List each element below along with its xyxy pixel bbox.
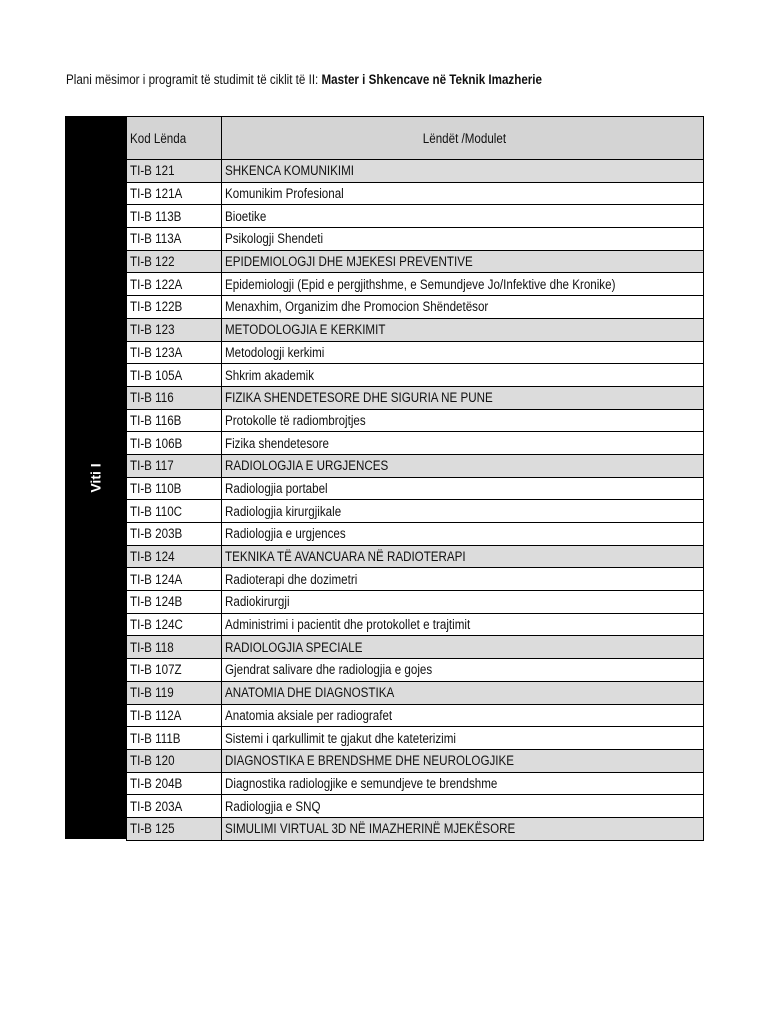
- course-code: TI-B 203A: [127, 795, 222, 818]
- course-name: TEKNIKA TË AVANCUARA NË RADIOTERAPI: [222, 545, 704, 568]
- heading-prefix: Plani mësimor i programit të studimit të ciklit të II:: [66, 72, 319, 87]
- table-row: [127, 250, 704, 273]
- table-row: [127, 704, 704, 727]
- table-row: [127, 160, 704, 183]
- course-code: TI-B 122: [127, 250, 222, 273]
- course-code: TI-B 106B: [127, 432, 222, 455]
- course-name: Radiokirurgji: [222, 591, 704, 614]
- table-row: [127, 205, 704, 228]
- table-row: [127, 409, 704, 432]
- course-name: EPIDEMIOLOGJI DHE MJEKESI PREVENTIVE: [222, 250, 704, 273]
- course-code: TI-B 203B: [127, 523, 222, 546]
- table-row: [127, 273, 704, 296]
- course-code: TI-B 124: [127, 545, 222, 568]
- table-row: [127, 523, 704, 546]
- course-name: DIAGNOSTIKA E BRENDSHME DHE NEUROLOGJIKE: [222, 749, 704, 772]
- course-name: METODOLOGJIA E KERKIMIT: [222, 318, 704, 341]
- course-code: TI-B 125: [127, 817, 222, 840]
- course-name: SHKENCA KOMUNIKIMI: [222, 160, 704, 183]
- course-name: Administrimi i pacientit dhe protokollet e trajtimit: [222, 613, 704, 636]
- table-row: [127, 500, 704, 523]
- course-code: TI-B 121A: [127, 182, 222, 205]
- table-header-row: [127, 117, 704, 160]
- course-code: TI-B 122B: [127, 296, 222, 319]
- course-name: Metodologji kerkimi: [222, 341, 704, 364]
- course-name: Epidemiologji (Epid e pergjithshme, e Semundjeve Jo/Infektive dhe Kronike): [222, 273, 704, 296]
- course-name: Komunikim Profesional: [222, 182, 704, 205]
- course-name: Shkrim akademik: [222, 364, 704, 387]
- course-name: Radiologjia e urgjences: [222, 523, 704, 546]
- course-name: Radiologjia portabel: [222, 477, 704, 500]
- course-name: FIZIKA SHENDETESORE DHE SIGURIA NE PUNE: [222, 386, 704, 409]
- column-header-modules: Lëndët /Modulet: [222, 117, 704, 160]
- table-row: [127, 659, 704, 682]
- table-row: [127, 568, 704, 591]
- course-name: Radiologjia kirurgjikale: [222, 500, 704, 523]
- table-row: [127, 591, 704, 614]
- table-row: [127, 749, 704, 772]
- course-code: TI-B 204B: [127, 772, 222, 795]
- table-row: [127, 681, 704, 704]
- course-code: TI-B 113B: [127, 205, 222, 228]
- table-row: [127, 636, 704, 659]
- course-code: TI-B 107Z: [127, 659, 222, 682]
- course-code: TI-B 110C: [127, 500, 222, 523]
- course-name: Bioetike: [222, 205, 704, 228]
- course-code: TI-B 110B: [127, 477, 222, 500]
- table-row: [127, 795, 704, 818]
- course-name: Protokolle të radiombrojtjes: [222, 409, 704, 432]
- year-label: Viti I: [87, 462, 104, 493]
- course-code: TI-B 120: [127, 749, 222, 772]
- table-row: [127, 341, 704, 364]
- course-code: TI-B 123: [127, 318, 222, 341]
- course-code: TI-B 113A: [127, 228, 222, 251]
- page-heading: [66, 72, 542, 87]
- course-code: TI-B 111B: [127, 727, 222, 750]
- course-code: TI-B 117: [127, 454, 222, 477]
- course-code: TI-B 124A: [127, 568, 222, 591]
- course-code: TI-B 105A: [127, 364, 222, 387]
- table-row: [127, 318, 704, 341]
- course-name: SIMULIMI VIRTUAL 3D NË IMAZHERINË MJEKËSORE: [222, 817, 704, 840]
- course-code: TI-B 124C: [127, 613, 222, 636]
- course-code: TI-B 122A: [127, 273, 222, 296]
- course-table: [126, 116, 704, 841]
- course-code: TI-B 116B: [127, 409, 222, 432]
- course-name: Radiologjia e SNQ: [222, 795, 704, 818]
- table-row: [127, 817, 704, 840]
- course-name: Diagnostika radiologjike e semundjeve te brendshme: [222, 772, 704, 795]
- table-row: [127, 364, 704, 387]
- table-row: [127, 727, 704, 750]
- year-label-bar: [65, 116, 126, 839]
- table-row: [127, 545, 704, 568]
- program-title: Master i Shkencave në Teknik Imazherie: [321, 72, 542, 87]
- course-code: TI-B 123A: [127, 341, 222, 364]
- table-row: [127, 182, 704, 205]
- course-name: Menaxhim, Organizim dhe Promocion Shëndetësor: [222, 296, 704, 319]
- course-name: Sistemi i qarkullimit te gjakut dhe kateterizimi: [222, 727, 704, 750]
- course-code: TI-B 121: [127, 160, 222, 183]
- course-code: TI-B 118: [127, 636, 222, 659]
- course-name: ANATOMIA DHE DIAGNOSTIKA: [222, 681, 704, 704]
- table-body: [127, 160, 704, 841]
- table-row: [127, 432, 704, 455]
- course-name: Gjendrat salivare dhe radiologjia e gojes: [222, 659, 704, 682]
- course-code: TI-B 112A: [127, 704, 222, 727]
- table-row: [127, 296, 704, 319]
- table-row: [127, 613, 704, 636]
- course-name: RADIOLOGJIA E URGJENCES: [222, 454, 704, 477]
- course-code: TI-B 119: [127, 681, 222, 704]
- course-name: Fizika shendetesore: [222, 432, 704, 455]
- course-code: TI-B 124B: [127, 591, 222, 614]
- table-row: [127, 454, 704, 477]
- course-name: RADIOLOGJIA SPECIALE: [222, 636, 704, 659]
- table-row: [127, 386, 704, 409]
- column-header-code: Kod Lënda: [127, 117, 222, 160]
- table-row: [127, 772, 704, 795]
- course-name: Radioterapi dhe dozimetri: [222, 568, 704, 591]
- table-row: [127, 228, 704, 251]
- course-code: TI-B 116: [127, 386, 222, 409]
- course-name: Psikologji Shendeti: [222, 228, 704, 251]
- course-name: Anatomia aksiale per radiografet: [222, 704, 704, 727]
- table-row: [127, 477, 704, 500]
